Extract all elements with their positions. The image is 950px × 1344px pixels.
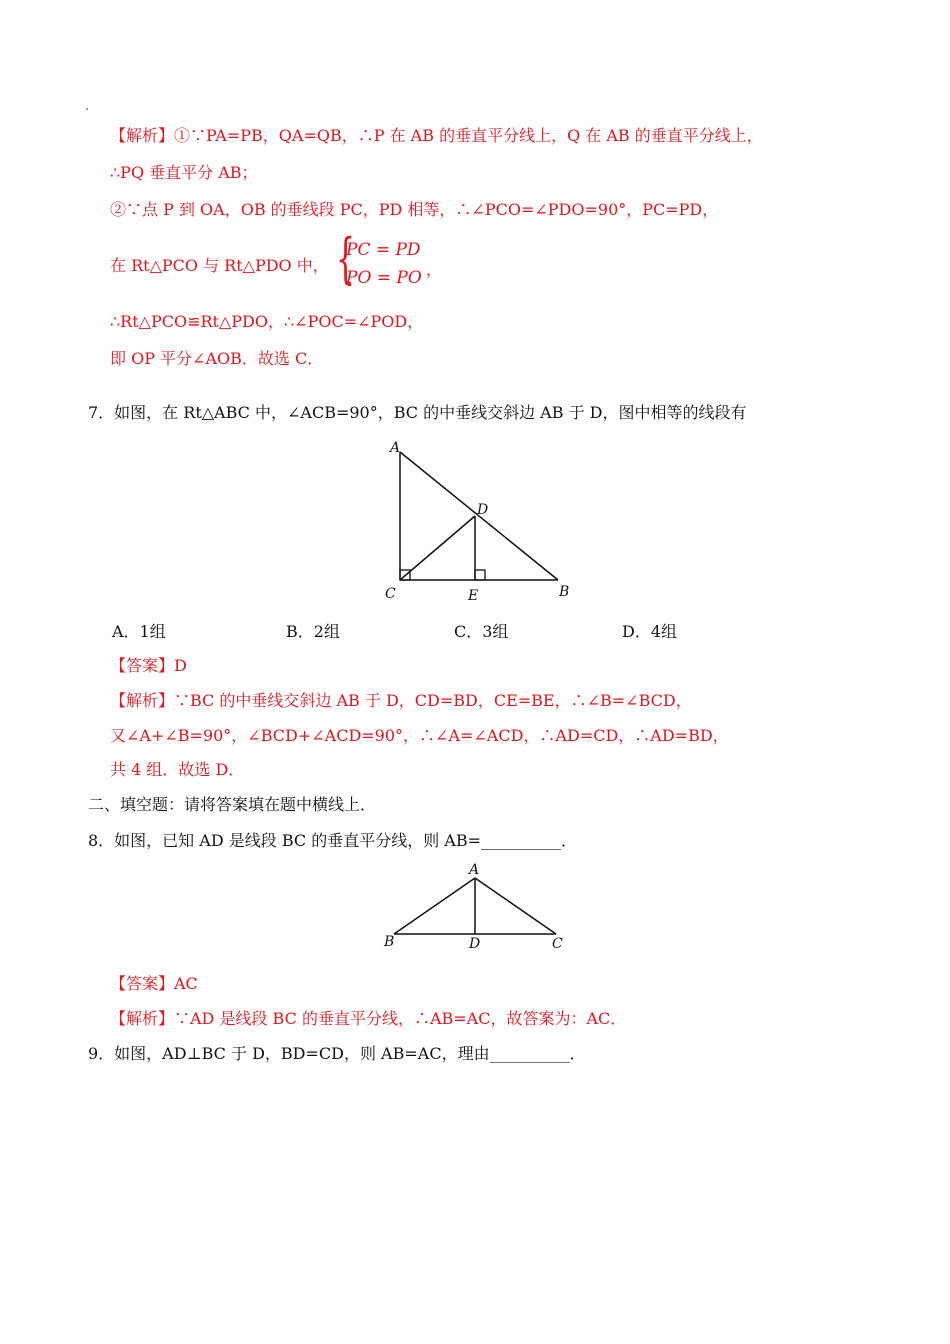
equation-system xyxy=(336,227,436,294)
label-A: A xyxy=(469,862,480,878)
analysis7-line2: 又∠A+∠B=90°，∠BCD+∠ACD=90°，∴∠A=∠ACD，∴AD=CD，∴AD=BD， xyxy=(110,726,729,745)
analysis7-line1: 【解析】∵BC 的中垂线交斜边 AB 于 D，CD=BD，CE=BE，∴∠B=∠BCD， xyxy=(110,691,692,710)
choice-a: A．1组 xyxy=(112,622,166,641)
analysis6-line2: ∴PQ 垂直平分 AB； xyxy=(110,163,258,182)
answer-7: 【答案】D xyxy=(110,656,187,675)
label-C: C xyxy=(552,936,563,952)
section-2-heading: 二、填空题：请将答案填在题中横线上． xyxy=(88,795,377,814)
speck xyxy=(86,108,88,110)
choice-d: D．4组 xyxy=(622,622,678,641)
figure-q8 xyxy=(380,858,580,958)
label-A: A xyxy=(390,440,401,456)
figure-q7 xyxy=(370,430,590,610)
label-E: E xyxy=(468,588,479,604)
analysis6-line1: 【解析】①∵PA=PB，QA=QB，∴P 在 AB 的垂直平分线上，Q 在 AB 的垂直平分线上， xyxy=(110,126,763,145)
left-brace: { xyxy=(336,227,355,290)
question-8: 8．如图，已知 AD 是线段 BC 的垂直平分线，则 AB=__________． xyxy=(88,831,578,850)
analysis7-line3: 共 4 组．故选 D． xyxy=(110,760,245,779)
analysis6-line6: 即 OP 平分∠AOB．故选 C． xyxy=(110,349,324,368)
analysis6-line5: ∴Rt△PCO≌Rt△PDO，∴∠POC=∠POD， xyxy=(110,312,424,331)
equation-2: PO = PO xyxy=(346,268,422,288)
choice-b: B．2组 xyxy=(286,622,340,641)
label-B: B xyxy=(559,584,570,600)
equation-1: PC = PD xyxy=(346,240,421,260)
equation-suffix: ， xyxy=(426,260,443,279)
label-D: D xyxy=(469,936,481,952)
analysis6-line4: 在 Rt△PCO 与 Rt△PDO 中， xyxy=(110,256,329,275)
choice-c: C．3组 xyxy=(454,622,509,641)
analysis-8: 【解析】∵AD 是线段 BC 的垂直平分线，∴AB=AC，故答案为：AC． xyxy=(110,1009,627,1028)
question-7: 7．如图，在 Rt△ABC 中，∠ACB=90°，BC 的中垂线交斜边 AB 于 D，图中相等的线段有 xyxy=(88,403,747,422)
question-9: 9．如图，AD⊥BC 于 D，BD=CD，则 AB=AC，理由__________． xyxy=(88,1044,586,1063)
label-C: C xyxy=(385,586,396,602)
analysis6-line3: ②∵点 P 到 OA，OB 的垂线段 PC，PD 相等，∴∠PCO=∠PDO=90°，PC=PD， xyxy=(110,200,719,219)
label-D: D xyxy=(477,502,489,518)
answer-8: 【答案】AC xyxy=(110,974,198,993)
label-B: B xyxy=(384,934,395,950)
